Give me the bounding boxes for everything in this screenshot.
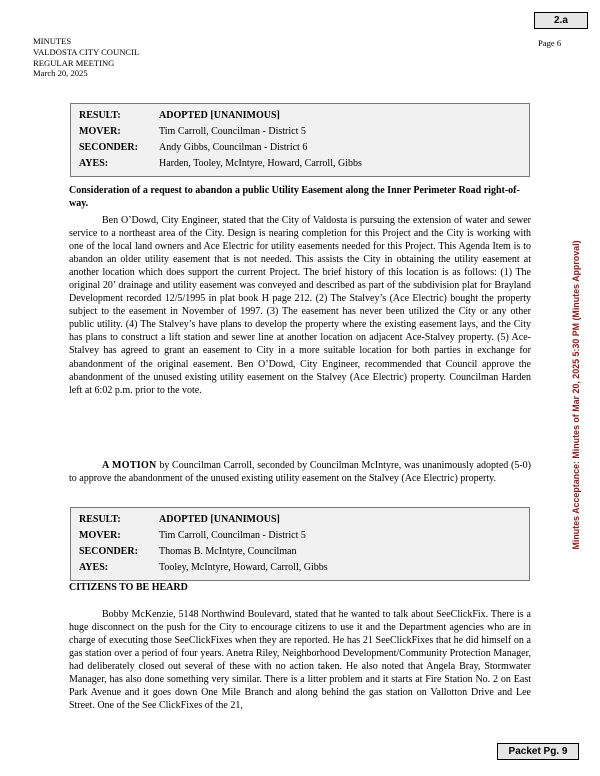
section-heading: CITIZENS TO BE HEARD (69, 582, 188, 593)
vote-value: Tim Carroll, Councilman - District 5 (159, 126, 306, 137)
vote-row-result (79, 512, 521, 528)
vote-result-box (70, 103, 530, 177)
vote-row-seconder (79, 544, 521, 560)
header-line-date: March 20, 2025 (33, 68, 88, 79)
vote-value: Tooley, McIntyre, Howard, Carroll, Gibbs (159, 562, 328, 573)
vote-value: Harden, Tooley, McIntyre, Howard, Carroll, Gibbs (159, 158, 362, 169)
vote-label: SECONDER: (79, 142, 138, 153)
agenda-item-title: Consideration of a request to abandon a public Utility Easement along the Inner Perimeter Road right-of-way. (69, 185, 520, 209)
vote-label: RESULT: (79, 110, 121, 121)
vote-value: ADOPTED [UNANIMOUS] (159, 110, 280, 121)
motion-paragraph (69, 459, 531, 485)
vote-label: RESULT: (79, 514, 121, 525)
vote-row-mover (79, 124, 521, 140)
document-header (33, 36, 139, 79)
vote-row-ayes (79, 560, 521, 576)
vote-row-ayes (79, 156, 521, 172)
vote-label: AYES: (79, 562, 109, 573)
vote-value: ADOPTED [UNANIMOUS] (159, 514, 280, 525)
motion-text: by Councilman Carroll, seconded by Councilman McIntyre, was unanimously adopted (5-0) to approve the abandonment of the unused existing utility easement on the Stalvey (Ace Electric) property. (69, 460, 531, 485)
agenda-item-badge: 2.a (534, 12, 588, 29)
vote-value: Tim Carroll, Councilman - District 5 (159, 530, 306, 541)
vote-label: AYES: (79, 158, 109, 169)
vote-label: MOVER: (79, 126, 121, 137)
header-line-minutes: MINUTES (33, 36, 72, 46)
vote-label: MOVER: (79, 530, 121, 541)
page-number: Page 6 (538, 38, 562, 48)
header-line-meeting: REGULAR MEETING (33, 57, 115, 68)
side-annotation-text: Minutes Acceptance: Minutes of Mar 20, 2025 5:30 PM (Minutes Approval) (571, 240, 581, 550)
citizen-statement-paragraph: Bobby McKenzie, 5148 Northwind Boulevard, stated that he wanted to talk about SeeClickFix. There is a huge disconnect on the push for the City to encourage citizens to use it and the Department agencies who are in charge of executing those SeeClickFixes when they are reported. He has 21 SeeClickFixes that he did himself on a gas station over a period of four years. Anetra Riley, Neighborhood Development/Community Protection Manager, had deliberately closed out several of these with no action taken. He also noted that Angela Bray, Stormwater Manager, has also done something very similar. There is a litter problem and it starts at Fire Station No. 2 on East Park Avenue and it goes down One Mile Branch and along behind the gas station on Vallotton Drive and Lee Street. One of the See ClickFixes of the 21, (69, 609, 531, 712)
packet-page-badge: Packet Pg. 9 (497, 743, 579, 760)
engineer-statement-paragraph: Ben O’Dowd, City Engineer, stated that the City of Valdosta is pursuing the extension of water and sewer service to a northeast area of the City. Design is nearing completion for this Project and the City is working with one of the local land owners and Ace Electric for utility easements needed for this Project. This Agenda Item is to abandon an older utility easement that is not needed. This assists the City in obtaining the utility easement at another location which does support the current Project. The brief history of this location is as follows: (1) The original 20’ drainage and utility easement was conveyed and described as part of the subdivision plat for Brayland Development recorded 12/5/1995 in plat book H page 212. (2) The Stalvey’s (Ace Electric) bought the property subject to the easement in November of 1997. (3) The easement has never been utilized the City or any other public utility. (4) The Stalvey’s have plans to develop the property where the existing easement lays, and the City has plans to construct a lift station and sewer line at another location on adjacent Ace-Stalvey property. (5) Ace-Stalvey has agreed to grant an easement to City in a more suitable location for both parties in exchange for abandonment of the original easement. Ben O’Dowd, City Engineer, recommended that Council approve the abandonment of the unused existing utility easement on the Stalvey (Ace Electric) property. Councilman Harden left at 6:02 p.m. prior to the vote. (69, 215, 531, 396)
vote-result-box (70, 507, 530, 581)
vote-value: Thomas B. McIntyre, Councilman (159, 546, 297, 557)
header-line-council: VALDOSTA CITY COUNCIL (33, 46, 140, 57)
vote-value: Andy Gibbs, Councilman - District 6 (159, 142, 308, 153)
vote-row-result (79, 108, 521, 124)
vote-label: SECONDER: (79, 546, 138, 557)
vote-row-seconder (79, 140, 521, 156)
vote-row-mover (79, 528, 521, 544)
motion-lead: A MOTION (102, 460, 157, 471)
